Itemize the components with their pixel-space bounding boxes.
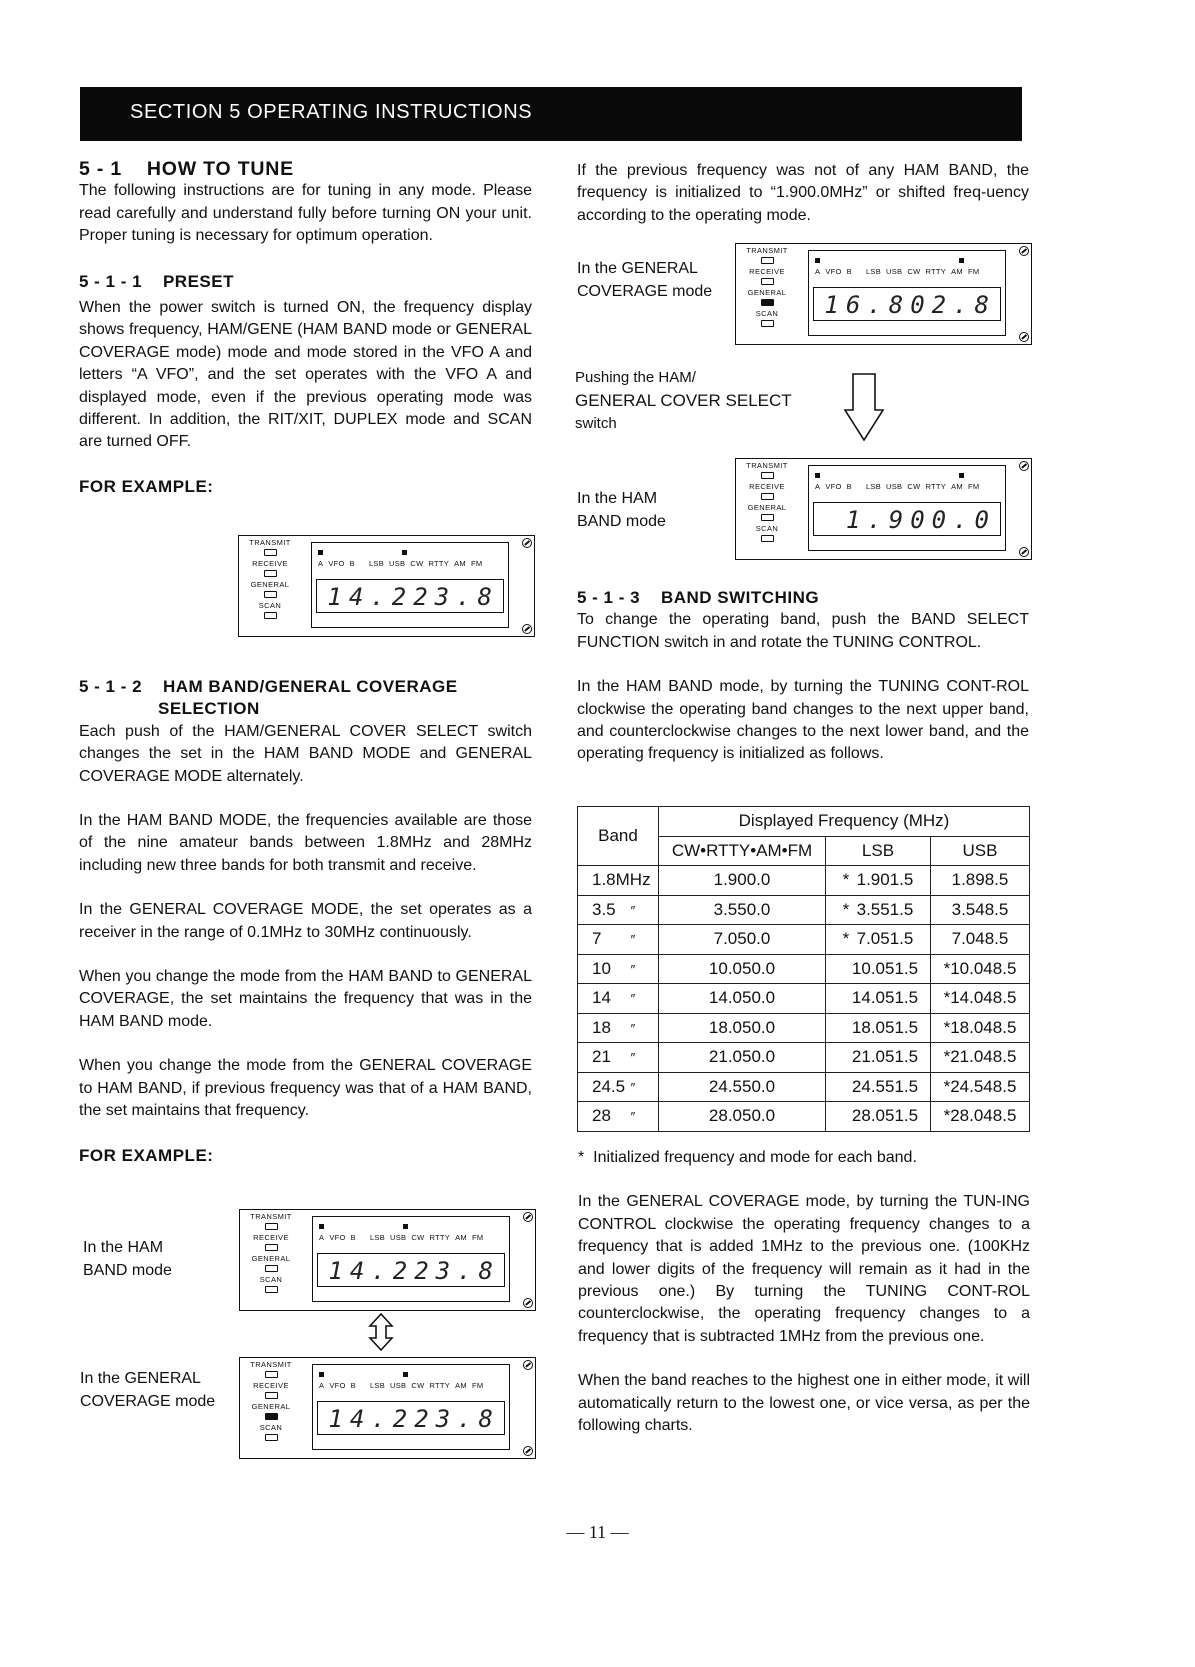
transmit-label: TRANSMIT	[746, 461, 788, 470]
cell-usb	[931, 954, 1030, 984]
mode-label-rtty: RTTY	[428, 559, 450, 568]
section-banner	[80, 87, 1022, 141]
cell-lsb	[826, 925, 931, 955]
cell-cw: 1.900.0	[659, 866, 826, 896]
band-value: 3.5	[592, 899, 616, 919]
radio-display-right-ham	[735, 458, 1032, 560]
vfo-b-label: B	[350, 1381, 356, 1390]
left-column	[79, 158, 532, 498]
transmit-label: TRANSMIT	[249, 538, 291, 547]
table-body	[578, 866, 1030, 1132]
initial-marker: *	[943, 1047, 951, 1067]
mode-indicator-icon	[959, 473, 964, 478]
paragraph-5-1-1: When the power switch is turned ON, the frequency display shows frequency, HAM/GENE (HAM BAND mode or GENERAL COVERAGE mode) mode and mode stored in the VFO A and letters “A VFO”, and the set operates with the VFO A and displayed mode, even if the previous operating mode was different. In addition, the RIT/XIT, DUPLEX mode and SCAN are turned OFF.	[79, 299, 532, 451]
mode-label-usb: USB	[886, 267, 903, 276]
general-label: GENERAL	[747, 288, 787, 297]
transmit-label: TRANSMIT	[250, 1212, 292, 1221]
mode-labels	[319, 1381, 488, 1390]
table-row	[578, 866, 1030, 896]
mode-labels	[815, 482, 984, 491]
usb-value: 14.048.5	[950, 988, 1017, 1008]
screw-icon	[523, 1446, 533, 1456]
cell-band	[578, 1043, 659, 1073]
mode-label-lsb: LSB	[865, 267, 882, 276]
general-label: GENERAL	[251, 1254, 291, 1263]
vfo-a-label: A	[319, 1233, 325, 1242]
mode-label-rtty: RTTY	[429, 1381, 451, 1390]
label-line: GENERAL COVER SELECT	[575, 391, 792, 410]
usb-value: 24.548.5	[950, 1076, 1017, 1096]
vfo-a-indicator-icon	[815, 473, 820, 478]
paragraph-5-1-2e: When you change the mode from the GENERAL COVERAGE to HAM BAND, if previous frequency was that of a HAM BAND, the set maintains that frequency.	[79, 1057, 532, 1120]
lsb-value: 21.051.5	[851, 1047, 919, 1067]
right-general-label	[577, 257, 712, 303]
ex2-general-label	[80, 1367, 215, 1413]
paragraph-5-1-3d: When the band reaches to the highest one in either mode, it will automatically return to the lowest one, or vice versa, as per the following charts.	[578, 1372, 1030, 1435]
receive-led-icon	[761, 278, 774, 285]
cell-cw: 24.550.0	[659, 1072, 826, 1102]
cell-band	[578, 954, 659, 984]
table-row	[578, 1072, 1030, 1102]
mode-label-fm: FM	[471, 1233, 484, 1242]
down-arrow-icon	[843, 372, 885, 444]
vfo-label: VFO	[329, 1233, 346, 1242]
mode-label-usb: USB	[886, 482, 903, 491]
band-value: 7	[592, 929, 602, 949]
mode-label-cw: CW	[411, 1381, 425, 1390]
general-led-icon	[265, 1265, 278, 1272]
mode-label-fm: FM	[471, 1381, 484, 1390]
table-row	[578, 954, 1030, 984]
screw-icon	[522, 538, 532, 548]
label-line: In the HAM	[83, 1239, 164, 1256]
lsb-value: 10.051.5	[851, 958, 919, 978]
scan-label: SCAN	[755, 309, 779, 318]
label-line: In the HAM	[577, 490, 658, 507]
mode-label-cw: CW	[411, 1233, 425, 1242]
vfo-a-label: A	[318, 559, 324, 568]
initial-marker: *	[842, 929, 850, 949]
band-value: 1.8MHz	[592, 870, 651, 890]
cell-band	[578, 1013, 659, 1043]
cell-lsb	[826, 954, 931, 984]
heading-5-1-2: 5 - 1 - 2 HAM BAND/GENERAL COVERAGE	[79, 677, 458, 696]
ditto-mark: ″	[630, 961, 635, 977]
lsb-value: 28.051.5	[851, 1106, 919, 1126]
usb-value: 21.048.5	[950, 1047, 1017, 1067]
status-leds	[736, 246, 798, 330]
right-column-top	[577, 160, 1029, 227]
general-led-icon	[761, 299, 774, 306]
heading-5-1: 5 - 1 HOW TO TUNE	[79, 158, 294, 180]
initial-marker: *	[943, 958, 951, 978]
mode-indicator-icon	[403, 1224, 408, 1229]
mode-labels	[815, 267, 984, 276]
radio-display-right-general	[735, 243, 1032, 345]
mode-label-cw: CW	[410, 559, 424, 568]
receive-label: RECEIVE	[749, 267, 785, 276]
receive-label: RECEIVE	[749, 482, 785, 491]
paragraph-5-1: The following instructions are for tuning in any mode. Please read carefully and understand fully before turning ON your unit. Proper tuning is necessary for optimum operation.	[79, 182, 532, 245]
scan-led-icon	[761, 535, 774, 542]
scan-label: SCAN	[259, 1423, 283, 1432]
frequency-readout: 14.223.8	[317, 1253, 505, 1287]
usb-value: 28.048.5	[950, 1106, 1017, 1126]
cell-cw: 10.050.0	[659, 954, 826, 984]
status-leds	[736, 461, 798, 545]
cell-band	[578, 1102, 659, 1132]
lcd-window	[311, 542, 509, 628]
usb-value: 18.048.5	[950, 1017, 1017, 1037]
cell-band	[578, 1072, 659, 1102]
mode-label-lsb: LSB	[369, 1381, 386, 1390]
screw-icon	[1019, 547, 1029, 557]
ex2-ham-label	[83, 1236, 172, 1282]
cell-usb	[931, 1072, 1030, 1102]
vfo-a-indicator-icon	[815, 258, 820, 263]
band-value: 28	[592, 1106, 611, 1126]
table-row	[578, 1102, 1030, 1132]
receive-led-icon	[264, 570, 277, 577]
receive-label: RECEIVE	[253, 1233, 289, 1242]
transmit-led-icon	[761, 257, 774, 264]
initial-marker: *	[943, 1076, 951, 1096]
general-label: GENERAL	[251, 1402, 291, 1411]
cell-cw: 14.050.0	[659, 984, 826, 1014]
general-led-icon	[265, 1413, 278, 1420]
scan-led-icon	[761, 320, 774, 327]
screw-icon	[523, 1360, 533, 1370]
mode-label-rtty: RTTY	[429, 1233, 451, 1242]
left-column-lower	[79, 676, 532, 1167]
page-number: — 11 —	[566, 1522, 629, 1542]
screw-icon	[523, 1298, 533, 1308]
lsb-value: 18.051.5	[851, 1017, 919, 1037]
push-switch-label	[575, 366, 792, 435]
label-line: COVERAGE mode	[577, 283, 713, 300]
band-value: 21	[592, 1047, 611, 1067]
mode-label-cw: CW	[907, 482, 921, 491]
status-leds	[240, 1212, 302, 1296]
vfo-b-label: B	[349, 559, 355, 568]
up-down-arrow-icon	[367, 1312, 395, 1352]
vfo-a-label: A	[815, 482, 821, 491]
initial-marker: *	[943, 988, 951, 1008]
mode-label-lsb: LSB	[865, 482, 882, 491]
initial-marker: *	[943, 1017, 951, 1037]
general-led-icon	[264, 591, 277, 598]
cell-lsb	[826, 1072, 931, 1102]
receive-label: RECEIVE	[252, 559, 288, 568]
mode-label-usb: USB	[390, 1381, 407, 1390]
scan-led-icon	[265, 1286, 278, 1293]
label-line: Pushing the HAM/	[575, 369, 696, 386]
lsb-value: 1.901.5	[856, 870, 914, 890]
mode-indicator-icon	[959, 258, 964, 263]
mode-label-am: AM	[454, 559, 466, 568]
heading-5-1-2-line2: SELECTION	[158, 699, 260, 719]
cell-usb	[931, 1013, 1030, 1043]
screw-icon	[523, 1212, 533, 1222]
scan-label: SCAN	[259, 1275, 283, 1284]
table-row	[578, 925, 1030, 955]
initial-marker: *	[842, 899, 850, 919]
lcd-window	[808, 250, 1006, 336]
initial-marker: *	[943, 1106, 951, 1126]
frequency-readout: 14.223.8	[317, 1401, 505, 1435]
vfo-label: VFO	[825, 267, 842, 276]
label-line: BAND mode	[577, 513, 666, 530]
table-row	[578, 895, 1030, 925]
paragraph-5-1-2a: Each push of the HAM/GENERAL COVER SELECT switch changes the set in the HAM BAND MODE and GENERAL COVERAGE MODE alternately.	[79, 722, 532, 785]
cell-usb	[931, 1043, 1030, 1073]
vfo-a-indicator-icon	[319, 1372, 324, 1377]
cell-usb	[931, 925, 1030, 955]
paragraph-5-1-3a: To change the operating band, push the BAND SELECT FUNCTION switch in and rotate the TUNING CONTROL.	[577, 611, 1029, 651]
cell-lsb	[826, 1043, 931, 1073]
mode-label-fm: FM	[967, 267, 980, 276]
screw-icon	[1019, 246, 1029, 256]
cell-lsb	[826, 866, 931, 896]
initial-marker: *	[842, 870, 850, 890]
vfo-b-label: B	[350, 1233, 356, 1242]
vfo-a-indicator-icon	[319, 1224, 324, 1229]
screw-icon	[522, 624, 532, 634]
radio-display-ex2-ham	[239, 1209, 536, 1311]
lcd-window	[312, 1364, 510, 1450]
cell-usb	[931, 866, 1030, 896]
cell-band	[578, 984, 659, 1014]
label-line: BAND mode	[83, 1262, 172, 1279]
vfo-label: VFO	[329, 1381, 346, 1390]
scan-label: SCAN	[755, 524, 779, 533]
usb-value: 3.548.5	[951, 899, 1009, 919]
section-title: SECTION 5 OPERATING INSTRUCTIONS	[130, 101, 533, 123]
status-leds	[239, 538, 301, 622]
band-frequency-table	[577, 806, 1030, 1132]
cell-lsb	[826, 984, 931, 1014]
header-band: Band	[578, 807, 659, 866]
cell-band	[578, 895, 659, 925]
ditto-mark: ″	[630, 1079, 635, 1095]
mode-label-am: AM	[455, 1233, 467, 1242]
label-line: COVERAGE mode	[80, 1393, 216, 1410]
cell-cw: 21.050.0	[659, 1043, 826, 1073]
paragraph-5-1-2d: When you change the mode from the HAM BAND to GENERAL COVERAGE, the set maintains the frequency that was in the HAM BAND mode.	[79, 968, 532, 1030]
mode-label-rtty: RTTY	[925, 267, 947, 276]
scan-led-icon	[265, 1434, 278, 1441]
mode-label-am: AM	[951, 267, 963, 276]
header-lsb: LSB	[826, 836, 931, 866]
mode-label-fm: FM	[470, 559, 483, 568]
paragraph-5-1-3c: In the GENERAL COVERAGE mode, by turning the TUN-ING CONTROL clockwise the operating frequency changes to a frequency that is added 1MHz to the previous one. (100KHz and lower digits of the frequency will remain as it had in the previous one.) By turning the TUNING CONT-ROL counterclockwise, the operating frequency changes to a frequency that is subtracted 1MHz from the previous one.	[578, 1193, 1030, 1345]
lsb-value: 3.551.5	[856, 899, 914, 919]
ditto-mark: ″	[630, 902, 635, 918]
mode-label-rtty: RTTY	[925, 482, 947, 491]
receive-led-icon	[265, 1244, 278, 1251]
vfo-a-indicator-icon	[318, 550, 323, 555]
cell-cw: 3.550.0	[659, 895, 826, 925]
usb-value: 1.898.5	[951, 870, 1009, 890]
table-row	[578, 1013, 1030, 1043]
mode-label-usb: USB	[389, 559, 406, 568]
mode-label-am: AM	[951, 482, 963, 491]
ditto-mark: ″	[630, 1050, 635, 1066]
screw-icon	[1019, 332, 1029, 342]
frequency-readout: 16.802.8	[813, 287, 1001, 321]
band-value: 24.5	[592, 1076, 626, 1096]
transmit-label: TRANSMIT	[250, 1360, 292, 1369]
table-header-row	[578, 807, 1030, 837]
band-value: 10	[592, 958, 611, 978]
cell-usb	[931, 1102, 1030, 1132]
for-example-label: FOR EXAMPLE:	[79, 476, 214, 496]
label-line: In the GENERAL	[577, 260, 698, 277]
paragraph-intro: If the previous frequency was not of any HAM BAND, the frequency is initialized to “1.900.0MHz” or shifted freq-uency according to the operating mode.	[577, 162, 1029, 224]
usb-value: 10.048.5	[950, 958, 1017, 978]
cell-cw: 28.050.0	[659, 1102, 826, 1132]
footnote: * Initialized frequency and mode for each band.	[578, 1149, 917, 1166]
transmit-led-icon	[265, 1223, 278, 1230]
general-label: GENERAL	[747, 503, 787, 512]
header-displayed-frequency: Displayed Frequency (MHz)	[659, 807, 1030, 837]
vfo-label: VFO	[328, 559, 345, 568]
vfo-a-label: A	[815, 267, 821, 276]
screw-icon	[1019, 461, 1029, 471]
general-led-icon	[761, 514, 774, 521]
paragraph-5-1-2b: In the HAM BAND MODE, the frequencies available are those of the nine amateur bands between 1.8MHz and 28MHz including new three bands for both transmit and receive.	[79, 812, 532, 874]
radio-display-ex2-general	[239, 1357, 536, 1459]
cell-lsb	[826, 1102, 931, 1132]
label-line: switch	[575, 415, 617, 432]
mode-label-lsb: LSB	[369, 1233, 386, 1242]
mode-label-fm: FM	[967, 482, 980, 491]
usb-value: 7.048.5	[951, 929, 1009, 949]
paragraph-5-1-3b: In the HAM BAND mode, by turning the TUNING CONT-ROL clockwise the operating band changes to the next upper band, and counterclockwise changes to the next lower band, and the operating frequency is initialized as follows.	[577, 678, 1029, 763]
cell-band	[578, 866, 659, 896]
lsb-value: 24.551.5	[851, 1076, 919, 1096]
label-line: In the GENERAL	[80, 1370, 201, 1387]
transmit-label: TRANSMIT	[746, 246, 788, 255]
heading-5-1-1: 5 - 1 - 1 PRESET	[79, 271, 234, 291]
mode-label-usb: USB	[390, 1233, 407, 1242]
transmit-led-icon	[761, 472, 774, 479]
mode-label-am: AM	[455, 1381, 467, 1390]
vfo-b-label: B	[846, 267, 852, 276]
lsb-value: 7.051.5	[856, 929, 914, 949]
mode-label-cw: CW	[907, 267, 921, 276]
lcd-window	[312, 1216, 510, 1302]
lcd-window	[808, 465, 1006, 551]
right-ham-label	[577, 487, 666, 533]
transmit-led-icon	[264, 549, 277, 556]
header-cw-rtty-am-fm: CW•RTTY•AM•FM	[659, 836, 826, 866]
status-leds	[240, 1360, 302, 1444]
cell-cw: 18.050.0	[659, 1013, 826, 1043]
right-column-5-1-3	[577, 587, 1029, 766]
heading-5-1-3: 5 - 1 - 3 BAND SWITCHING	[577, 588, 820, 607]
lsb-value: 14.051.5	[851, 988, 919, 1008]
frequency-readout: 14.223.8	[316, 579, 504, 613]
band-value: 18	[592, 1017, 611, 1037]
vfo-label: VFO	[825, 482, 842, 491]
cell-lsb	[826, 895, 931, 925]
scan-led-icon	[264, 612, 277, 619]
receive-led-icon	[761, 493, 774, 500]
mode-label-lsb: LSB	[368, 559, 385, 568]
ditto-mark: ″	[630, 991, 635, 1007]
mode-labels	[318, 559, 487, 568]
band-value: 14	[592, 988, 611, 1008]
cell-usb	[931, 895, 1030, 925]
scan-label: SCAN	[258, 601, 282, 610]
mode-indicator-icon	[403, 1372, 408, 1377]
general-label: GENERAL	[250, 580, 290, 589]
cell-usb	[931, 984, 1030, 1014]
cell-cw: 7.050.0	[659, 925, 826, 955]
mode-labels	[319, 1233, 488, 1242]
receive-led-icon	[265, 1392, 278, 1399]
header-usb: USB	[931, 836, 1030, 866]
for-example-label-2: FOR EXAMPLE:	[79, 1145, 214, 1165]
table-row	[578, 1043, 1030, 1073]
radio-display-preset-example	[238, 535, 535, 637]
cell-lsb	[826, 1013, 931, 1043]
ditto-mark: ″	[630, 1020, 635, 1036]
table-row	[578, 984, 1030, 1014]
ditto-mark: ″	[630, 932, 635, 948]
mode-indicator-icon	[402, 550, 407, 555]
ditto-mark: ″	[630, 1109, 635, 1125]
transmit-led-icon	[265, 1371, 278, 1378]
vfo-b-label: B	[846, 482, 852, 491]
frequency-readout: 1.900.0	[813, 502, 1001, 536]
cell-band	[578, 925, 659, 955]
right-column-lower	[578, 1147, 1030, 1437]
vfo-a-label: A	[319, 1381, 325, 1390]
receive-label: RECEIVE	[253, 1381, 289, 1390]
paragraph-5-1-2c: In the GENERAL COVERAGE MODE, the set operates as a receiver in the range of 0.1MHz to 30MHz continuously.	[79, 901, 532, 941]
